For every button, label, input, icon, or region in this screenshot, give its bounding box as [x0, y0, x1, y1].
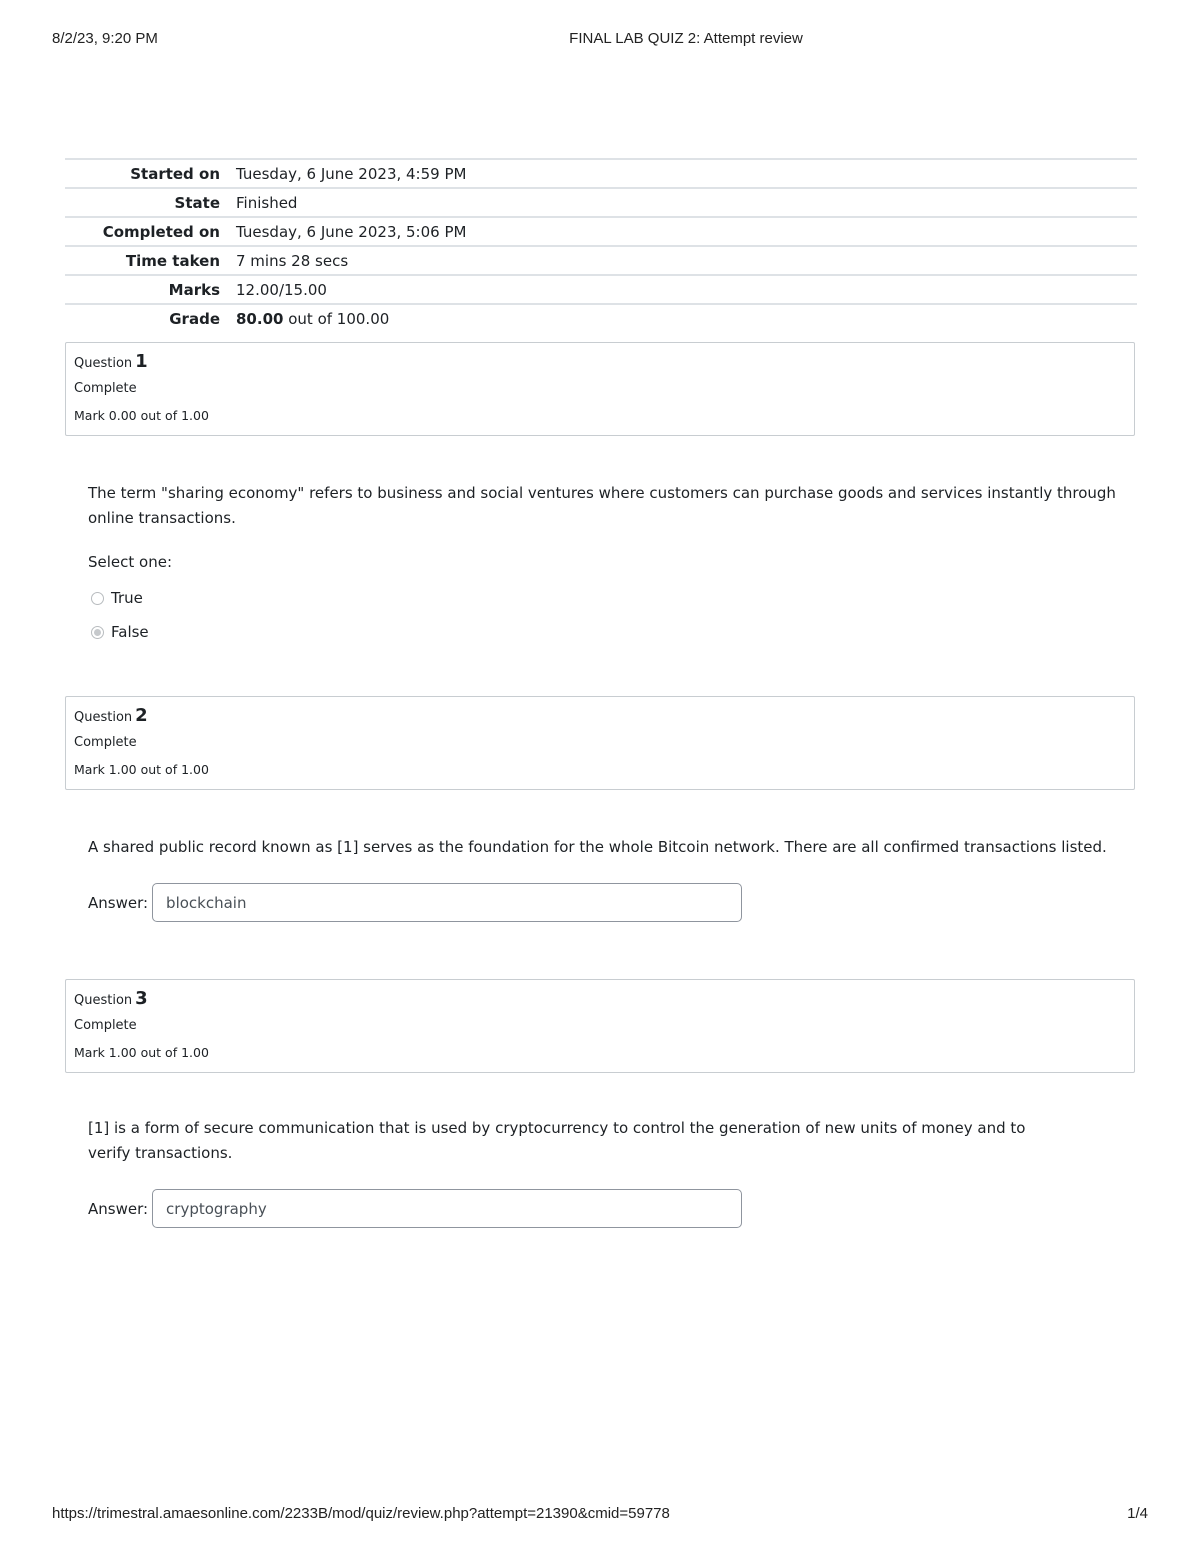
question-number [74, 990, 1126, 1010]
question-state: Complete [74, 1018, 137, 1033]
question-number [74, 353, 1126, 373]
summary-row-time-taken [65, 246, 1137, 275]
question-number-value: 2 [135, 705, 148, 726]
question-label: Question [74, 710, 133, 725]
summary-label: Time taken [125, 251, 220, 270]
radio-true[interactable] [91, 592, 104, 605]
answer-row-3 [88, 1189, 742, 1228]
grade-score: 80.00 [236, 309, 284, 328]
summary-value: 7 mins 28 secs [236, 251, 349, 270]
print-url: https://trimestral.amaesonline.com/2233B/mod/quiz/review.php?attempt=21390&cmid=59778 [52, 1505, 670, 1522]
summary-label: Marks [168, 280, 220, 299]
option-true[interactable] [91, 589, 143, 607]
summary-row-marks [65, 275, 1137, 304]
answer-label: Answer: [88, 1199, 149, 1218]
question-mark: Mark 1.00 out of 1.00 [74, 762, 209, 777]
option-false[interactable] [91, 623, 149, 641]
summary-row-started-on [65, 159, 1137, 188]
select-one-prompt: Select one: [88, 553, 173, 571]
summary-label: Completed on [102, 222, 220, 241]
grade-suffix: out of 100.00 [288, 309, 390, 328]
answer-input[interactable]: cryptography [152, 1189, 742, 1228]
answer-label: Answer: [88, 893, 149, 912]
summary-label: Grade [169, 309, 220, 328]
print-header [0, 30, 1200, 50]
question-text-2: A shared public record known as [1] serves as the foundation for the whole Bitcoin network. There are all confirmed transactions listed. [88, 838, 1107, 856]
question-label: Question [74, 993, 133, 1008]
question-mark: Mark 0.00 out of 1.00 [74, 408, 209, 423]
summary-value [236, 304, 1137, 332]
attempt-summary-table [65, 158, 1137, 332]
summary-value: 12.00/15.00 [236, 280, 327, 299]
summary-label: State [174, 193, 220, 212]
summary-row-grade [65, 304, 1137, 332]
option-label: False [111, 623, 149, 641]
question-info-1 [65, 342, 1135, 436]
option-label: True [111, 589, 143, 607]
summary-value: Tuesday, 6 June 2023, 5:06 PM [236, 222, 467, 241]
question-text-1: The term "sharing economy" refers to business and social ventures where customers can purchase goods and services instantly through online transactions. [88, 484, 1116, 527]
question-info-2 [65, 696, 1135, 790]
summary-value: Tuesday, 6 June 2023, 4:59 PM [236, 164, 467, 183]
print-date: 8/2/23, 9:20 PM [52, 30, 158, 47]
summary-label: Started on [130, 164, 220, 183]
print-title: FINAL LAB QUIZ 2: Attempt review [569, 30, 803, 47]
question-text-3: [1] is a form of secure communication that is used by cryptocurrency to control the generation of new units of money and to verify transactions. [88, 1119, 1026, 1162]
radio-false[interactable] [91, 626, 104, 639]
summary-value: Finished [236, 193, 298, 212]
summary-row-state [65, 188, 1137, 217]
question-state: Complete [74, 735, 137, 750]
question-label: Question [74, 356, 133, 371]
question-number [74, 707, 1126, 727]
question-number-value: 3 [135, 988, 148, 1009]
answer-row-2 [88, 883, 742, 922]
question-state: Complete [74, 381, 137, 396]
question-number-value: 1 [135, 351, 148, 372]
summary-row-completed-on [65, 217, 1137, 246]
print-page-number: 1/4 [1127, 1505, 1148, 1522]
question-info-3 [65, 979, 1135, 1073]
answer-input[interactable]: blockchain [152, 883, 742, 922]
question-mark: Mark 1.00 out of 1.00 [74, 1045, 209, 1060]
